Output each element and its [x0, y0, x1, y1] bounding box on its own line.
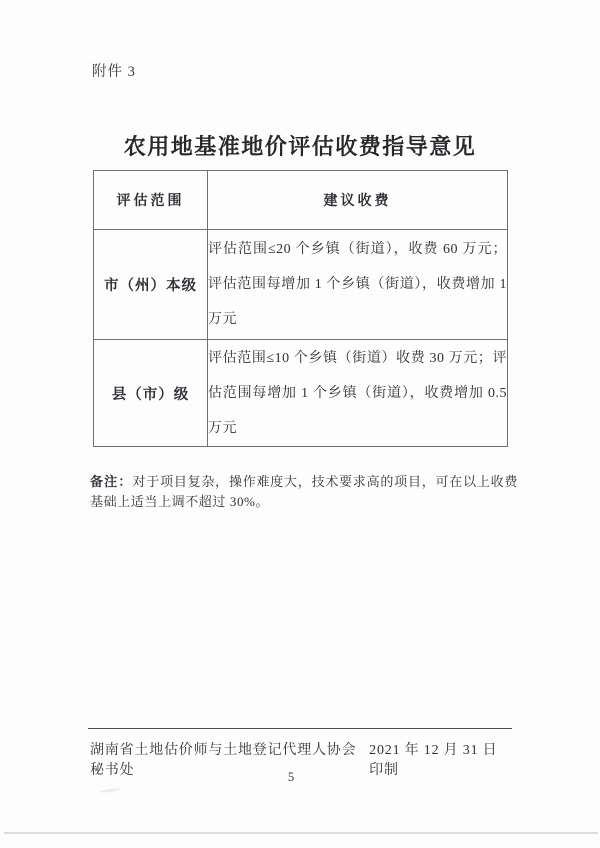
scan-edge-line: [4, 832, 598, 834]
remark-text: 对于项目复杂，操作难度大，技术要求高的项目，可在以上收费基础上适当上调不超过 30%。: [90, 474, 518, 509]
footer-print-date: 2021 年 12 月 31 日印制: [369, 743, 498, 778]
remark-paragraph: [90, 472, 518, 512]
footer-issuer: 湖南省土地估价师与土地登记代理人协会秘书处: [90, 743, 357, 778]
table-row: [94, 230, 508, 340]
scope-county-level: 县（市）级: [94, 340, 208, 447]
header-scope: 评估范围: [94, 171, 208, 230]
table-row: [94, 340, 508, 447]
table-header-row: [94, 171, 508, 230]
header-fee: 建议收费: [208, 171, 508, 230]
page-number: 5: [287, 770, 295, 784]
fee-guidance-table: [93, 170, 508, 447]
fee-city-level: 评估范围≤20 个乡镇（街道），收费 60 万元；评估范围每增加 1 个乡镇（街道），收费增加 1 万元: [208, 230, 508, 340]
page-title: 农用地基准地价评估收费指导意见: [123, 133, 477, 159]
fee-county-level: 评估范围≤10 个乡镇（街道）收费 30 万元；评估范围每增加 1 个乡镇（街道），收费增加 0.5 万元: [208, 340, 508, 447]
footer-divider: [88, 728, 512, 729]
scope-city-level: 市（州）本级: [94, 230, 208, 340]
attachment-label: 附件 3: [92, 64, 136, 80]
scan-artifact: [100, 788, 120, 794]
remark-label: 备注：: [90, 474, 133, 489]
